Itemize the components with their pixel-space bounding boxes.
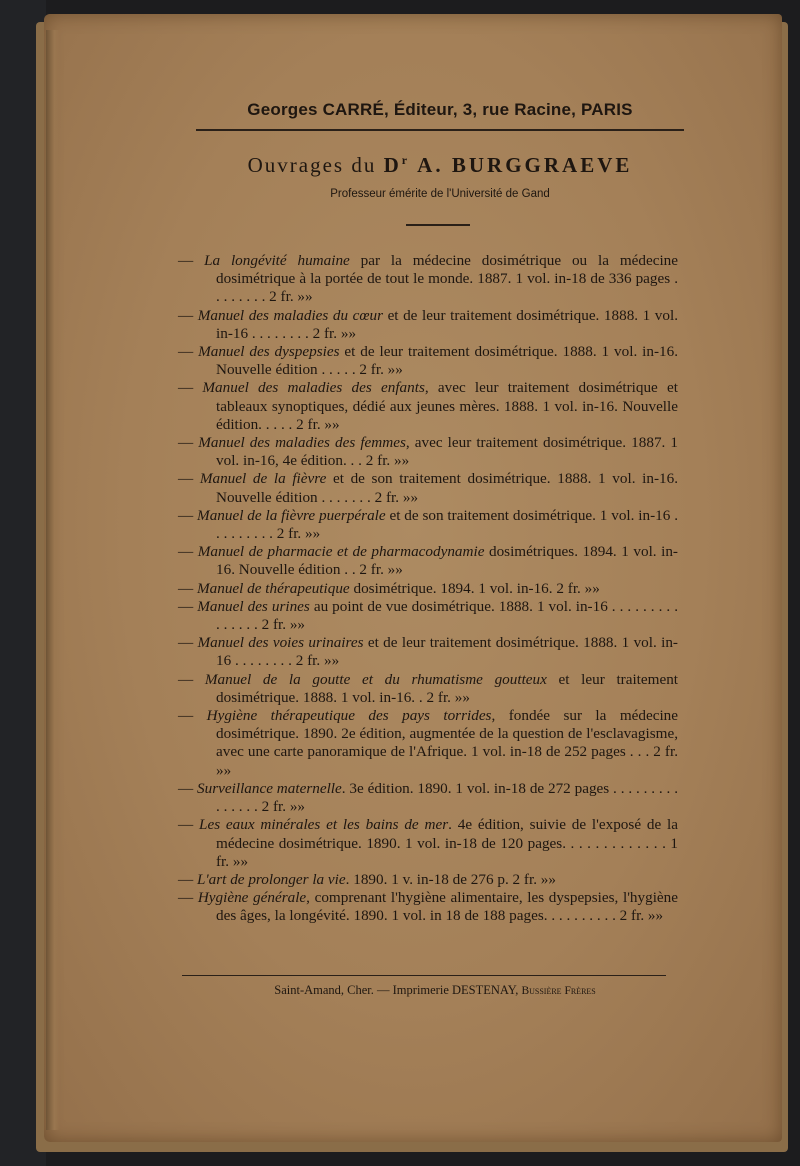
work-title: Hygiène générale (197, 889, 307, 907)
list-item: — Manuel de pharmacie et de pharmacodynamie dosimétriques. 1894. 1 vol. in-16. Nouvelle édition . . 2 fr. »» (178, 543, 678, 579)
list-item: — Les eaux minérales et les bains de mer. 4e édition, suivie de l'exposé de la médecine dosimétrique. 1890. 1 vol. in-18 de 120 pages. . . . . . . . . . . . . 1 fr. »» (178, 816, 678, 870)
footer-printer: Bussière Frères (521, 985, 596, 997)
list-item: — Surveillance maternelle. 3e édition. 1890. 1 vol. in-18 de 272 pages . . . . . . . . . . . . . . . 2 fr. »» (178, 779, 678, 816)
work-details: , fondée sur la médecine dosimétrique. 1890. 2e édition, augmentée de la question de l'esclavagisme, avec une carte panoramique de l'Afrique. 1 vol. in-18 de 252 pages . . . 2 fr. »» (216, 707, 679, 779)
work-title: Manuel des maladies des femmes (198, 434, 406, 452)
work-title: Manuel de la fièvre (199, 470, 327, 488)
work-details: . 3e édition. 1890. 1 vol. in-18 de 272 pages . . . . . . . . . . . . . . . 2 fr. »» (216, 779, 678, 816)
work-details: dosimétrique. 1894. 1 vol. in-16. 2 fr. »» (349, 579, 600, 597)
title-short-rule (406, 224, 470, 226)
work-title: Manuel des maladies du cœur (197, 306, 384, 324)
list-item: — Manuel des maladies des enfants, avec leur traitement dosimétrique et tableaux synoptiques, dédié aux jeunes mères. 1888. 1 vol. in-16. Nouvelle édition. . . . . 2 fr. »» (178, 379, 678, 433)
work-title: Manuel de la goutte et du rhumatisme goutteux (204, 670, 547, 688)
title-dr: $D^r$ (383, 153, 411, 177)
list-item: — Manuel de la fièvre puerpérale et de son traitement dosimétrique. 1 vol. in-16 . . . . . . . . . 2 fr. »» (178, 506, 679, 543)
list-item: — Manuel de la fièvre et de son traitement dosimétrique. 1888. 1 vol. in-16. Nouvelle édition . . . . . . . 2 fr. »» (178, 470, 678, 506)
list-item: — Hygiène générale, comprenant l'hygiène alimentaire, les dyspepsies, l'hygiène des âges, la longévité. 1890. 1 vol. in 18 de 188 pages. . . . . . . . . . 2 fr. »» (178, 889, 679, 925)
work-title: Manuel de pharmacie et de pharmacodynamie (197, 543, 485, 561)
work-details: dosimétriques. 1894. 1 vol. in-16. Nouvelle édition . . 2 fr. »» (216, 543, 678, 579)
list-item: — Manuel des dyspepsies et de leur traitement dosimétrique. 1888. 1 vol. in-16. Nouvelle édition . . . . . 2 fr. »» (178, 343, 679, 379)
work-details: par la médecine dosimétrique ou la médecine dosimétrique à la portée de tout le monde. 1887. 1 vol. in-18 de 336 pages . . . . . . . . 2 fr. »» (216, 252, 679, 306)
author-subtitle: Professeur émérite de l'Université de Gand (330, 188, 550, 200)
work-title: Les eaux minérales et les bains de mer (199, 816, 449, 834)
work-details: . 4e édition, suivie de l'exposé de la médecine dosimétrique. 1890. 1 vol. in-18 de 120 pages. . . . . . . . . . . . . 1 fr. »» (216, 816, 678, 870)
printer-footer (200, 983, 670, 998)
work-details: et de leur traitement dosimétrique. 1888. 1 vol. in-16. Nouvelle édition . . . . . 2 fr. »» (216, 343, 679, 379)
title-prefix: Ouvrages du (247, 153, 384, 177)
work-title: Manuel de la fièvre puerpérale (197, 506, 386, 524)
work-title: Surveillance maternelle (197, 779, 342, 797)
title-author: A. BURGGRAEVE (410, 153, 633, 177)
list-item: — La longévité humaine par la médecine dosimétrique ou la médecine dosimétrique à la portée de tout le monde. 1887. 1 vol. in-18 de 336 pages . . . . . . . . 2 fr. »» (178, 252, 679, 306)
work-title: Manuel de thérapeutique (196, 579, 350, 597)
list-item: — Manuel des maladies du cœur et de leur traitement dosimétrique. 1888. 1 vol. in-16 . . . . . . . . 2 fr. »» (178, 306, 678, 342)
work-title: La longévité humaine (204, 252, 350, 269)
header-rule (196, 129, 684, 131)
work-title: L'art de prolonger la vie (196, 870, 346, 888)
work-title: Manuel des voies urinaires (197, 634, 364, 652)
work-title: Manuel des urines (197, 597, 310, 615)
publisher-header: Georges CARRÉ, Éditeur, 3, rue Racine, PARIS (247, 100, 633, 119)
list-item: — Manuel de thérapeutique dosimétrique. 1894. 1 vol. in-16. 2 fr. »» (178, 579, 600, 597)
work-title: Manuel des maladies des enfants (202, 379, 425, 397)
work-details: et leur traitement dosimétrique. 1888. 1 vol. in-16. . 2 fr. »» (216, 670, 679, 706)
work-details: , comprenant l'hygiène alimentaire, les dyspepsies, l'hygiène des âges, la longévité. 1890. 1 vol. in 18 de 188 pages. . . . . . . . . . 2 fr. »» (216, 889, 679, 925)
work-details: et de leur traitement dosimétrique. 1888. 1 vol. in-16 . . . . . . . . 2 fr. »» (216, 634, 678, 670)
work-title: Manuel des dyspepsies (198, 343, 340, 361)
page-title (195, 153, 685, 178)
list-item: — Manuel des urines au point de vue dosimétrique. 1888. 1 vol. in-16 . . . . . . . . . . . . . . . 2 fr. »» (178, 597, 679, 634)
list-item: — Hygiène thérapeutique des pays torrides, fondée sur la médecine dosimétrique. 1890. 2e édition, augmentée de la question de l'esclavagisme, avec une carte panoramique de l'Afrique. 1 vol. in-18 de 252 pages . . . 2 fr. »» (178, 707, 679, 779)
work-details: et de son traitement dosimétrique. 1888. 1 vol. in-16. Nouvelle édition . . . . . . . 2 fr. »» (216, 470, 678, 506)
list-item: — Manuel des voies urinaires et de leur traitement dosimétrique. 1888. 1 vol. in-16 . . . . . . . . 2 fr. »» (178, 634, 678, 670)
list-item: — Manuel des maladies des femmes, avec leur traitement dosimétrique. 1887. 1 vol. in-16, 4e édition. . . 2 fr. »» (178, 434, 679, 470)
list-item: — L'art de prolonger la vie. 1890. 1 v. in-18 de 276 p. 2 fr. »» (178, 870, 556, 888)
list-item: — Manuel de la goutte et du rhumatisme goutteux et leur traitement dosimétrique. 1888. 1 vol. in-16. . 2 fr. »» (178, 670, 679, 706)
work-details: . 1890. 1 v. in-18 de 276 p. 2 fr. »» (345, 870, 556, 888)
page-binding-edge (46, 30, 60, 1130)
work-details: , avec leur traitement dosimétrique et tableaux synoptiques, dédié aux jeunes mères. 1888. 1 vol. in-16. Nouvelle édition. . . . . 2 fr. »» (216, 379, 678, 433)
footer-main: Saint-Amand, Cher. — Imprimerie DESTENAY, (274, 983, 522, 997)
work-details: et de leur traitement dosimétrique. 1888. 1 vol. in-16 . . . . . . . . 2 fr. »» (216, 306, 678, 342)
works-list (178, 252, 678, 926)
work-details: et de son traitement dosimétrique. 1 vol. in-16 . . . . . . . . . 2 fr. »» (216, 506, 679, 543)
work-title: Hygiène thérapeutique des pays torrides (206, 707, 492, 725)
work-details: , avec leur traitement dosimétrique. 1887. 1 vol. in-16, 4e édition. . . 2 fr. »» (216, 434, 679, 470)
work-details: au point de vue dosimétrique. 1888. 1 vol. in-16 . . . . . . . . . . . . . . . 2 fr. »» (216, 597, 679, 634)
footer-rule (182, 975, 666, 976)
